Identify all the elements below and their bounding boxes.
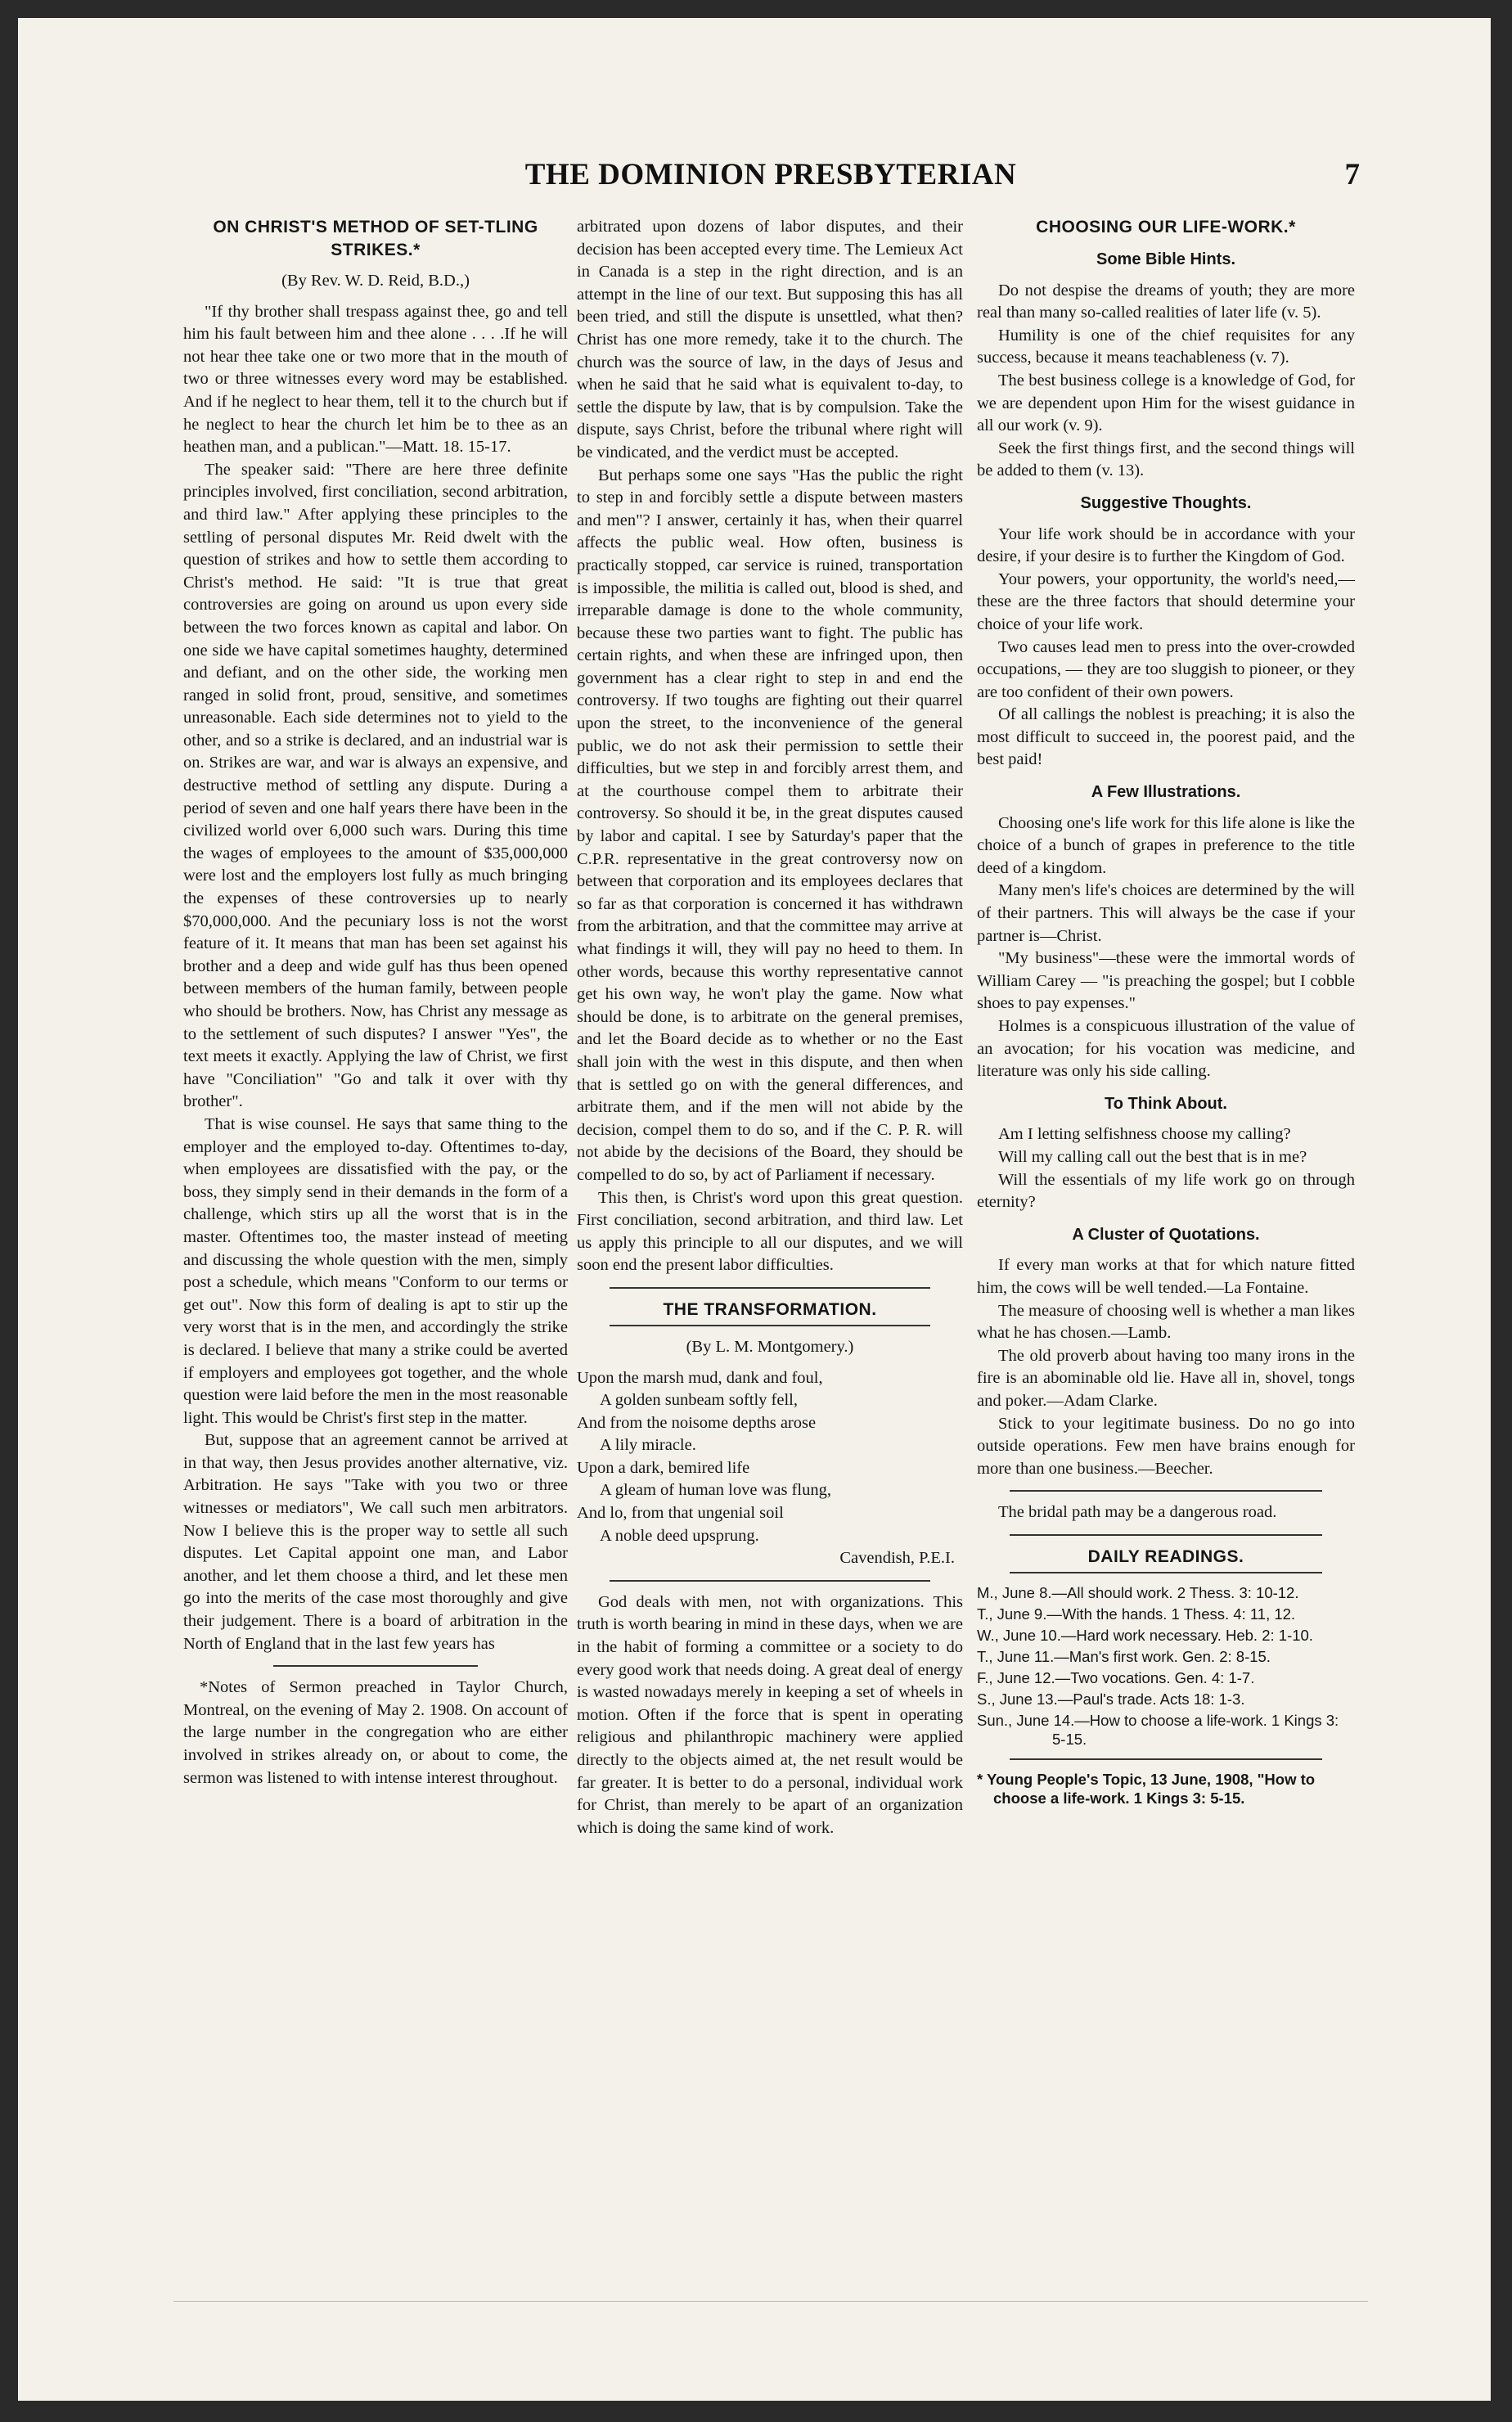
question-paragraph: Will my calling call out the best that is in me? bbox=[998, 1147, 1307, 1166]
thought-paragraph: Of all callings the noblest is preaching; it is also the most difficult to succeed in, the poorest paid, and the best paid! bbox=[977, 705, 1355, 769]
poem-line: A noble deed upsprung. bbox=[600, 1526, 759, 1545]
article-heading: CHOOSING OUR LIFE-WORK.* bbox=[1036, 218, 1296, 236]
illustration-paragraph: Many men's life's choices are determined by the will of their partners. This will always be the case if your partner is—Christ. bbox=[977, 881, 1355, 945]
article-paragraph: The speaker said: "There are here three definite principles involved, first conciliation, second arbitration, and third law." After applying these principles to the settling of personal disputes Mr. Reid dwelt with the question of strikes and how to settle them according to Christ's method. He said: "It is true that great controversies are going on around us upon every side between the two forces known as capital and labor. On one side we have capital sometimes haughty, determined and defiant, and on the other side, the working men ranged in solid front, proud, sensitive, and sometimes unreasonable. Each side determines not to yield to the other, and so a strike is declared, and an industrial war is on. Strikes are war, and war is always an expensive, and destructive method of settling any dispute. During a period of seven and one half years there have been in the civilized world over 6,000 such wars. During this time the wages of employees to the amount of $35,000,000 were lost and the employers lost fully as much bringing the expenses of these controversies up to nearly $70,000,000. And the pecuniary loss is not the worst feature of it. It means that man has been set against his brother and a deep and wide gulf has thus been opened between members of the human family, between people who should be brothers. Now, has Christ any message as to the settlement of such disputes? I answer "Yes", the text meets it exactly. Applying the law of Christ, we first have "Conciliation" "Go and talk it over with thy brother". bbox=[183, 460, 568, 1111]
quotation-paragraph: The measure of choosing well is whether a man likes what he has chosen.—Lamb. bbox=[977, 1301, 1355, 1343]
section-heading: A Cluster of Quotations. bbox=[1072, 1225, 1260, 1244]
poem-byline: (By L. M. Montgomery.) bbox=[686, 1337, 854, 1356]
bridal-paragraph: The bridal path may be a dangerous road. bbox=[998, 1503, 1277, 1522]
thought-paragraph: Two causes lead men to press into the over-crowded occupations, — they are too sluggish to pioneer, or they are too confident of their own powers. bbox=[977, 637, 1355, 701]
footnote bbox=[183, 1677, 568, 1789]
poem-line: Upon a dark, bemired life bbox=[577, 1458, 750, 1477]
topic-footnote: * Young People's Topic, 13 June, 1908, "How to choose a life-work. 1 Kings 3: 5-15. bbox=[977, 1770, 1316, 1807]
poem-line: A gleam of human love was flung, bbox=[600, 1481, 831, 1500]
reading-item: T., June 11.—Man's first work. Gen. 2: 8-15. bbox=[977, 1647, 1271, 1665]
newspaper-page bbox=[18, 18, 1491, 2401]
article-paragraph: But perhaps some one says "Has the public the right to step in and forcibly settle a dispute between masters and men"? I answer, certainly it has, when their quarrel affects the public weal. How often, business is practically stopped, car service is ruined, transportation is impossible, the militia is called out, blood is shed, and irreparable damage is done to the whole community, because these two parties want to fight. The public has certain rights, and when these are infringed upon, then government has a clear right to step in and end the controversy. If two toughs are fighting out their quarrel upon the street, to the inconvenience of the general public, we do not ask their permission to settle their difficulties, but we step in and forcibly arrest them, and at the courthouse compel them to arbitrate their controversy. So should it be, in the great disputes caused by labor and capital. I see by Saturday's paper that the C.P.R. representative in the great controversy now on between that corporation and its employees declares that so far as that corporation is concerned it has withdrawn from the arbitration, and that the committee may arrive at what findings it will, they will pay no heed to them. In other words, because this worthy representative cannot get his own way, he won't play the game. Now what should be done, is to arbitrate on the general premises, and let the Board decide as to whether or no the East shall join with the west in this dispute, and then when that is settled go on with the general differences, and arbitrate them, and if the men will not abide by the decision, compel them to do so, and if the C. P. R. will not abide by the decisions of the Board, they should be compelled to do so, by act of Parliament if necessary. bbox=[577, 466, 963, 1184]
thought-paragraph: Your life work should be in accordance with your desire, if your desire is to further the Kingdom of God. bbox=[977, 524, 1355, 566]
section-heading: To Think About. bbox=[1105, 1094, 1227, 1113]
article-paragraph: But, suppose that an agreement cannot be arrived at in that way, then Jesus provides another alternative, viz. Arbitration. He says "Take with you two or three witnesses or mediators", We call such men arbitrators. Now I believe this is the proper way to settle all such disputes. Let Capital appoint one man, and Labor another, and let them choose a third, and let these men go into the merits of the case most thoroughly and give their judgement. There is a board of arbitration in the North of England that in the last few years has bbox=[183, 1431, 568, 1653]
poem bbox=[577, 1367, 963, 1570]
reading-item: S., June 13.—Paul's trade. Acts 18: 1-3. bbox=[977, 1690, 1245, 1708]
divider bbox=[610, 1325, 930, 1326]
reading-item: Sun., June 14.—How to choose a life-work. 1 Kings 3: 5-15. bbox=[977, 1711, 1339, 1748]
article-heading: ON CHRIST'S METHOD OF SET-TLING STRIKES.* bbox=[213, 218, 538, 259]
article-paragraph: This then, is Christ's word upon this great question. First conciliation, second arbitration, and third law. Let us apply this principle to all our disputes, and we will soon end the present labor difficulties. bbox=[577, 1188, 963, 1275]
illustration-paragraph: "My business"—these were the immortal words of William Carey — "is preaching the gospel; but I cobble shoes to pay expenses." bbox=[977, 949, 1355, 1013]
poem-line: A golden sunbeam softly fell, bbox=[600, 1391, 798, 1410]
page-bottom-edge bbox=[173, 2301, 1368, 2302]
section-heading: Some Bible Hints. bbox=[1096, 250, 1236, 268]
page-number: 7 bbox=[1344, 158, 1360, 191]
hint-paragraph: The best business college is a knowledge of God, for we are dependent upon Him for the wisest guidance in all our work (v. 9). bbox=[977, 371, 1355, 435]
divider bbox=[1010, 1758, 1322, 1760]
readings-heading: DAILY READINGS. bbox=[1087, 1546, 1244, 1566]
illustration-paragraph: Choosing one's life work for this life alone is like the choice of a bunch of grapes in preference to the title deed of a kingdom. bbox=[977, 813, 1355, 877]
page-header bbox=[182, 157, 1360, 208]
divider bbox=[273, 1665, 478, 1667]
question-paragraph: Am I letting selfishness choose my calling? bbox=[998, 1125, 1291, 1144]
poem-line: And from the noisome depths arose bbox=[577, 1413, 817, 1432]
poem-line: A lily miracle. bbox=[600, 1436, 696, 1455]
column-3 bbox=[977, 216, 1355, 1807]
divider bbox=[1010, 1572, 1322, 1573]
reading-item: M., June 8.—All should work. 2 Thess. 3: 10-12. bbox=[977, 1583, 1299, 1601]
column-2 bbox=[577, 216, 963, 1839]
article-paragraph: "If thy brother shall trespass against thee, go and tell him his fault between him and thee alone . . . .If he will not hear thee take one or two more that in the mouth of two or three witnesses every word may be established. And if he neglect to hear them, tell it to the church but if he neglect to hear the church let him be to thee as an heathen man, and a publican."—Matt. 18. 15-17. bbox=[183, 302, 568, 457]
closing-paragraph: God deals with men, not with organizations. This truth is worth bearing in mind in these days, when we are in the habit of forming a committee or a society to do every good work that needs doing. A great deal of energy is wasted nowadays merely in keeping a set of wheels in motion. Often if the force that is spent in operating religious and philanthropic machinery were applied directly to the objects aimed at, the net result would be far greater. It is better to do a personal, individual work for Christ, than merely to be apart of an organization which is doing the same kind of work. bbox=[577, 1592, 963, 1837]
article-byline: (By Rev. W. D. Reid, B.D.,) bbox=[281, 272, 470, 290]
divider bbox=[1010, 1490, 1322, 1492]
hint-paragraph: Do not despise the dreams of youth; they are more real than many so-called realities of later life (v. 5). bbox=[977, 281, 1355, 322]
hint-paragraph: Humility is one of the chief requisites for any success, because it means teachableness (v. 7). bbox=[977, 326, 1355, 367]
hint-paragraph: Seek the first things first, and the second things will be added to them (v. 13). bbox=[977, 439, 1355, 480]
footnote-text: *Notes of Sermon preached in Taylor Church, Montreal, on the evening of May 2. 1908. On account of the large number in the congregation who are either involved in strikes already on, or about to come, the sermon was listened to with intense interest throughout. bbox=[183, 1678, 568, 1787]
poem-signature: Cavendish, P.E.I. bbox=[839, 1549, 955, 1568]
article-paragraph: arbitrated upon dozens of labor disputes, and their decision has been accepted every time. The Lemieux Act in Canada is a step in the right direction, and is an attempt in the line of our text. But supposing this has all been tried, and still the dispute is unsettled, what then? Christ has one more remedy, take it to the church. The church was the source of law, in the days of Jesus and when he said that he said what is equivalent to-day, to settle the dispute by law, that is by compulsion. Take the dispute, says Christ, before the tribunal where right will be vindicated, and the verdict must be accepted. bbox=[577, 218, 963, 461]
divider bbox=[1010, 1534, 1322, 1536]
divider bbox=[610, 1287, 930, 1289]
section-heading: A Few Illustrations. bbox=[1091, 783, 1241, 802]
article-paragraph: That is wise counsel. He says that same thing to the employer and the employed to-day. Oftentimes to-day, when employees are dissatisfied with the pay, or the boss, they simply send in their demands in the form of a challenge, which stirs up all the worst that is in the master. Oftentimes too, the master instead of meeting and discussing the whole question with the men, simply post a schedule, which means "Conform to our terms or get out". Now this form of dealing is apt to stir up the very worst that is in the men, and accordingly the strike is declared. I believe that many a strike could be averted if employers and employees got together, and the whole question were laid before the men in the most reasonable light. This would be Christ's first step in the matter. bbox=[183, 1114, 568, 1427]
poem-title: THE TRANSFORMATION. bbox=[663, 1299, 877, 1319]
masthead-title: THE DOMINION PRESBYTERIAN bbox=[524, 158, 1017, 191]
divider bbox=[610, 1580, 930, 1582]
question-paragraph: Will the essentials of my life work go on through eternity? bbox=[977, 1170, 1355, 1212]
quotation-paragraph: The old proverb about having too many irons in the fire is an abominable old lie. Have all in, shovel, tongs and poker.—Adam Clarke. bbox=[977, 1346, 1355, 1410]
thought-paragraph: Your powers, your opportunity, the world's need,—these are the three factors that should determine your choice of your life work. bbox=[977, 569, 1355, 633]
poem-line: And lo, from that ungenial soil bbox=[577, 1504, 784, 1523]
illustration-paragraph: Holmes is a conspicuous illustration of the value of an avocation; for his vocation was medicine, and literature was only his side calling. bbox=[977, 1017, 1355, 1081]
daily-readings-list bbox=[977, 1583, 1355, 1749]
reading-item: T., June 9.—With the hands. 1 Thess. 4: 11, 12. bbox=[977, 1605, 1296, 1623]
column-1 bbox=[183, 216, 568, 1789]
poem-line: Upon the marsh mud, dank and foul, bbox=[577, 1368, 823, 1387]
quotation-paragraph: If every man works at that for which nature fitted him, the cows will be well tended.—La Fontaine. bbox=[977, 1256, 1355, 1297]
quotation-paragraph: Stick to your legitimate business. Do no go into outside operations. Few men have brains enough for more than one business.—Beecher. bbox=[977, 1414, 1355, 1478]
reading-item: W., June 10.—Hard work necessary. Heb. 2: 1-10. bbox=[977, 1626, 1313, 1644]
reading-item: F., June 12.—Two vocations. Gen. 4: 1-7. bbox=[977, 1668, 1255, 1686]
section-heading: Suggestive Thoughts. bbox=[1080, 493, 1252, 512]
